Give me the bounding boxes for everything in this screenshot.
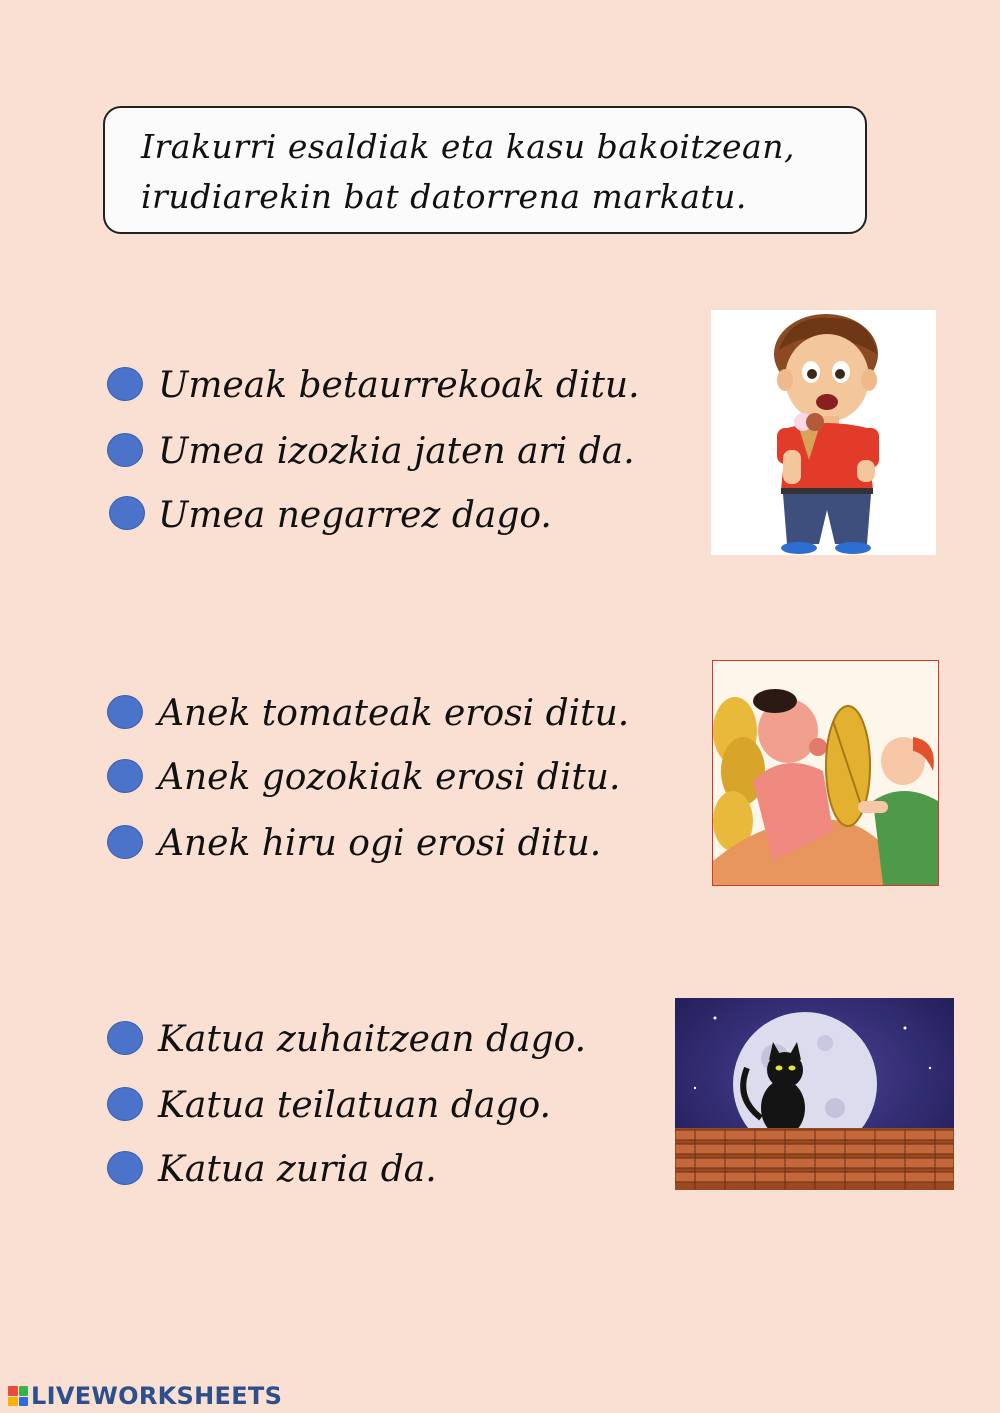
- instructions-line-1: Irakurri esaldiak eta kasu bakoitzean,: [141, 127, 795, 166]
- option-label: Umea izozkia jaten ari da.: [158, 431, 635, 472]
- radio-button[interactable]: [107, 759, 143, 793]
- option-2-3[interactable]: [0, 822, 680, 872]
- option-label: Katua zuhaitzean dago.: [158, 1019, 587, 1060]
- radio-button[interactable]: [109, 496, 145, 530]
- option-3-1[interactable]: [0, 1018, 680, 1068]
- option-1-3[interactable]: [0, 494, 680, 544]
- option-1-2[interactable]: [0, 430, 680, 480]
- cat-on-roof-image: [675, 998, 954, 1190]
- option-label: Katua teilatuan dago.: [158, 1085, 551, 1126]
- option-label: Anek tomateak erosi ditu.: [158, 693, 630, 734]
- instructions-box: [103, 106, 867, 234]
- logo-icon: [8, 1386, 28, 1406]
- radio-button[interactable]: [107, 1021, 143, 1055]
- option-2-2[interactable]: [0, 756, 680, 806]
- radio-button[interactable]: [107, 367, 143, 401]
- liveworksheets-logo[interactable]: [8, 1382, 282, 1410]
- radio-button[interactable]: [107, 1087, 143, 1121]
- radio-button[interactable]: [107, 825, 143, 859]
- option-label: Anek gozokiak erosi ditu.: [158, 757, 621, 798]
- option-1-1[interactable]: [0, 364, 680, 414]
- option-3-2[interactable]: [0, 1084, 680, 1134]
- radio-button[interactable]: [107, 695, 143, 729]
- option-3-3[interactable]: [0, 1148, 680, 1198]
- bakery-image: [712, 660, 939, 886]
- boy-ice-cream-image: [711, 310, 936, 555]
- option-label: Katua zuria da.: [158, 1149, 437, 1190]
- brand-name: LIVEWORKSHEETS: [31, 1382, 283, 1410]
- option-2-1[interactable]: [0, 692, 680, 742]
- instructions-line-2: irudiarekin bat datorrena markatu.: [141, 177, 747, 216]
- radio-button[interactable]: [107, 433, 143, 467]
- option-label: Anek hiru ogi erosi ditu.: [158, 823, 602, 864]
- option-label: Umeak betaurrekoak ditu.: [158, 365, 640, 406]
- option-label: Umea negarrez dago.: [158, 495, 552, 536]
- radio-button[interactable]: [107, 1151, 143, 1185]
